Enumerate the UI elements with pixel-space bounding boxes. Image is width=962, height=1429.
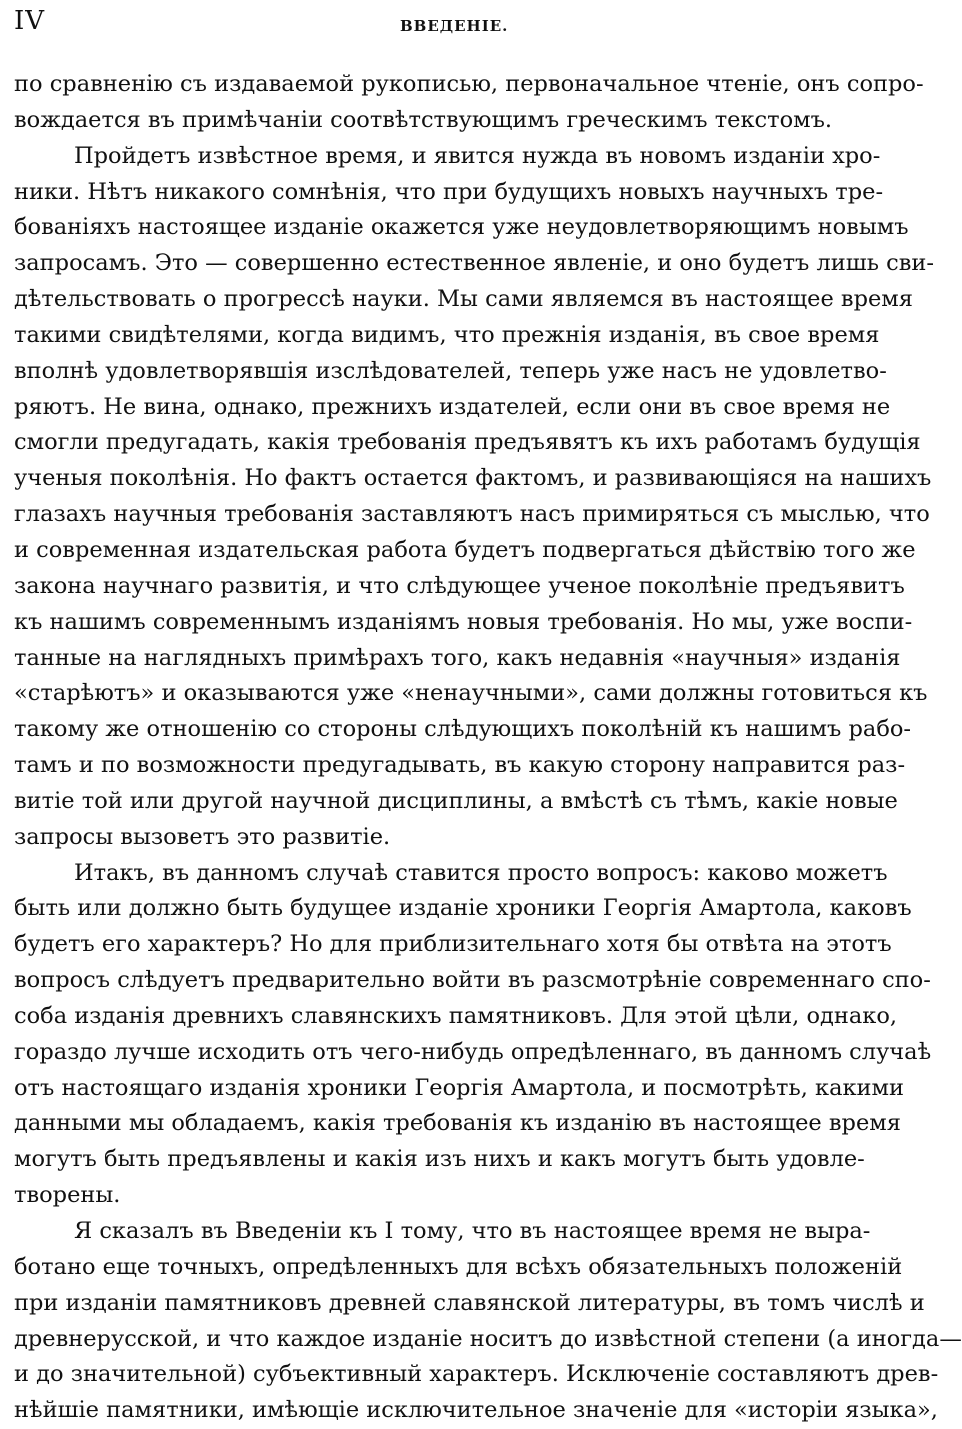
body-text [14,67,962,1429]
text-line: отъ настоящаго изданія хроники Георгія Амартола, и посмотрѣть, какими [14,1074,905,1101]
text-line: глазахъ научныя требованія заставляютъ насъ примиряться съ мыслью, что [14,501,930,528]
page-header [14,6,854,46]
paragraph-first-line: Пройдетъ извѣстное время, и явится нужда въ новомъ изданіи хро- [74,142,881,169]
text-line: дѣтельствовать о прогрессѣ науки. Мы сами являемся въ настоящее время [14,286,914,313]
paragraph-first-line: Я сказалъ въ Введеніи къ I тому, что въ настоящее время не выра- [74,1218,871,1244]
text-line: данными мы обладаемъ, какія требованія къ изданію въ настоящее время [14,1110,901,1137]
text-line: ряютъ. Не вина, однако, прежнихъ издателей, если они въ свое время не [14,393,891,420]
text-line: вопросъ слѣдуетъ предварительно войти въ разсмотрѣніе современнаго спо- [14,967,931,994]
text-line: витіе той или другой научной дисциплины, а вмѣстѣ съ тѣмъ, какіе новые [14,787,898,814]
page-number: IV [14,6,46,36]
text-line: по сравненію съ издаваемой рукописью, первоначальное чтеніе, онъ сопро- [14,71,924,97]
text-line: будетъ его характеръ? Но для приблизительнаго хотя бы отвѣта на этотъ [14,931,892,958]
text-line: нѣйшіе памятники, имѣющіе исключительное значеніе для «исторіи языка», [14,1397,938,1424]
text-line: запросамъ. Это — совершенно естественное явленіе, и оно будетъ лишь сви- [14,250,934,277]
text-line: могутъ быть предъявлены и какія изъ нихъ и какъ могутъ быть удовле- [14,1146,865,1173]
text-line: ботано еще точныхъ, опредѣленныхъ для всѣхъ обязательныхъ положеній [14,1253,903,1280]
text-line: и до значительной) субъективный характеръ. Исключеніе составляютъ древ- [14,1361,939,1388]
text-line: такому же отношенію со стороны слѣдующихъ поколѣній къ нашимъ рабо- [14,716,912,743]
text-line: древнерусской, и что каждое изданіе носитъ до извѣстной степени (а иногда— [14,1325,962,1352]
text-line: закона научнаго развитія, и что слѣдующее ученое поколѣніе предъявитъ [14,572,905,599]
text-line: бованіяхъ настоящее изданіе окажется уже неудовлетворяющимъ новымъ [14,214,909,241]
text-line: быть или должно быть будущее изданіе хроники Георгія Амартола, каковъ [14,895,912,922]
text-line: тамъ и по возможности предугадывать, въ какую сторону направится раз- [14,752,906,779]
text-line: ники. Нѣтъ никакого сомнѣнія, что при будущихъ новыхъ научныхъ тре- [14,178,884,205]
running-title: ВВЕДЕНІЕ. [400,17,509,35]
text-line: ученыя поколѣнія. Но фактъ остается фактомъ, и развивающіяся на нашихъ [14,465,932,492]
paragraph-first-line: Итакъ, въ данномъ случаѣ ставится просто вопросъ: каково можетъ [74,859,888,886]
text-line: смогли предугадать, какія требованія предъявятъ къ ихъ работамъ будущія [14,429,921,456]
text-line: при изданіи памятниковъ древней славянской литературы, въ томъ числѣ и [14,1289,925,1316]
text-line: такими свидѣтелями, когда видимъ, что прежнія изданія, въ свое время [14,321,880,348]
text-line: творены. [14,1182,121,1209]
text-line: вождается въ примѣчаніи соотвѣтствующимъ греческимъ текстомъ. [14,106,833,133]
text-line: соба изданія древнихъ славянскихъ памятниковъ. Для этой цѣли, однако, [14,1002,898,1029]
text-line: гораздо лучше исходить отъ чего-нибудь опредѣленнаго, въ данномъ случаѣ [14,1038,932,1065]
text-line: «старѣютъ» и оказываются уже «ненаучными», сами должны готовиться къ [14,680,928,707]
text-line: вполнѣ удовлетворявшія изслѣдователей, теперь уже насъ не удовлетво- [14,357,887,384]
text-line: танные на наглядныхъ примѣрахъ того, какъ недавнія «научныя» изданія [14,644,901,671]
text-line: и современная издательская работа будетъ подвергаться дѣйствію того же [14,536,916,563]
text-line: запросы вызоветъ это развитіе. [14,823,391,850]
text-line: къ нашимъ современнымъ изданіямъ новыя требованія. Но мы, уже воспи- [14,608,913,635]
